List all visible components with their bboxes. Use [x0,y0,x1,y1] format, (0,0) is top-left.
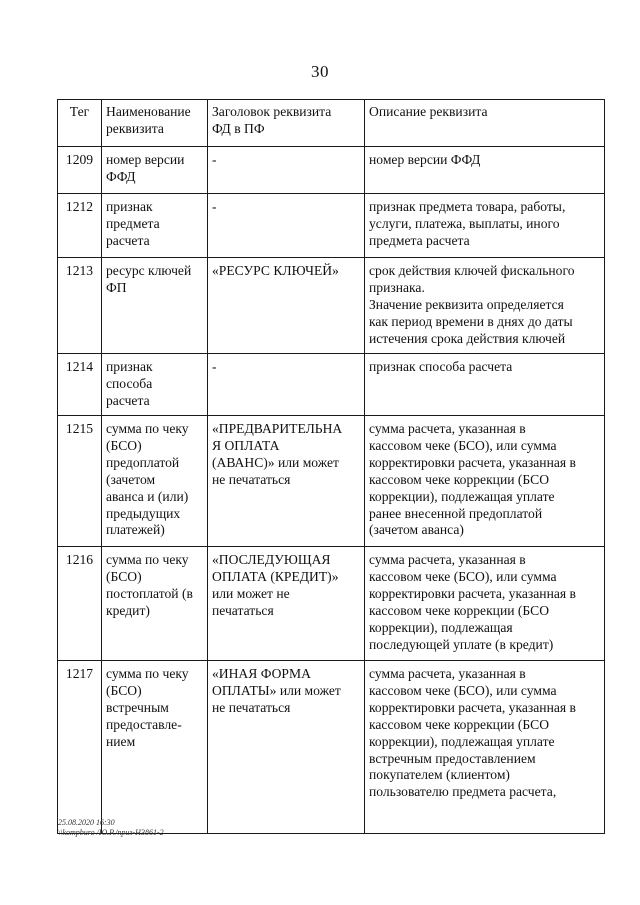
cell-tag: 1217 [58,661,102,834]
cell-name: признак способа расчета [102,354,208,416]
table-row [58,661,605,834]
table-row [58,258,605,354]
cell-description: срок действия ключей фискального признака. Значение реквизита определяется как период времени в днях до даты истечения срока действия ключей [365,258,605,354]
cell-tag: 1212 [58,194,102,258]
header-heading: Заголовок реквизита ФД в ПФ [208,100,365,147]
cell-tag: 1214 [58,354,102,416]
cell-description: признак способа расчета [365,354,605,416]
print-footer [58,818,164,837]
cell-tag: 1213 [58,258,102,354]
requisites-table [57,99,605,834]
cell-tag: 1209 [58,147,102,194]
header-tag: Тег [58,100,102,147]
cell-name: сумма по чеку (БСО) встречным предоставле- нием [102,661,208,834]
table-row [58,547,605,661]
table-row [58,354,605,416]
cell-name: ресурс ключей ФП [102,258,208,354]
cell-description: номер версии ФФД [365,147,605,194]
cell-heading: - [208,354,365,416]
cell-heading: «ПРЕДВАРИТЕЛЬНА Я ОПЛАТА (АВАНС)» или может не печататься [208,416,365,547]
cell-heading: «РЕСУРС КЛЮЧЕЙ» [208,258,365,354]
cell-heading: «ИНАЯ ФОРМА ОПЛАТЫ» или может не печататься [208,661,365,834]
header-description: Описание реквизита [365,100,605,147]
header-name: Наименование реквизита [102,100,208,147]
cell-tag: 1215 [58,416,102,547]
table-row [58,416,605,547]
cell-description: сумма расчета, указанная в кассовом чеке (БСО), или сумма корректировки расчета, указанная в кассовом чеке коррекции (БСО коррекции), подлежащая последующей уплате (в кредит) [365,547,605,661]
cell-heading: - [208,147,365,194]
cell-heading: - [208,194,365,258]
cell-name: сумма по чеку (БСО) постоплатой (в кредит) [102,547,208,661]
cell-name: сумма по чеку (БСО) предоплатой (зачетом аванса и (или) предыдущих платежей) [102,416,208,547]
cell-tag: 1216 [58,547,102,661]
cell-description: сумма расчета, указанная в кассовом чеке (БСО), или сумма корректировки расчета, указанная в кассовом чеке коррекции (БСО коррекции), подлежащая уплате ранее внесенной предоплатой (зачетом аванса) [365,416,605,547]
table-header-row [58,100,605,147]
cell-description: признак предмета товара, работы, услуги, платежа, выплаты, иного предмета расчета [365,194,605,258]
table-row [58,194,605,258]
cell-description: сумма расчета, указанная в кассовом чеке (БСО), или сумма корректировки расчета, указанная в кассовом чеке коррекции (БСО коррекции), подлежащая уплате встречным предоставлением покупателем (клиентом) пользователю предмета расчета, [365,661,605,834]
table-row [58,147,605,194]
print-timestamp: 25.08.2020 16:30 [58,818,115,827]
page-number: 30 [311,62,329,81]
cell-name: признак предмета расчета [102,194,208,258]
print-path: \\kompburo /Ю.Р./приз-Н3861-2 [58,827,164,837]
cell-heading: «ПОСЛЕДУЮЩАЯ ОПЛАТА (КРЕДИТ)» или может не печататься [208,547,365,661]
cell-name: номер версии ФФД [102,147,208,194]
